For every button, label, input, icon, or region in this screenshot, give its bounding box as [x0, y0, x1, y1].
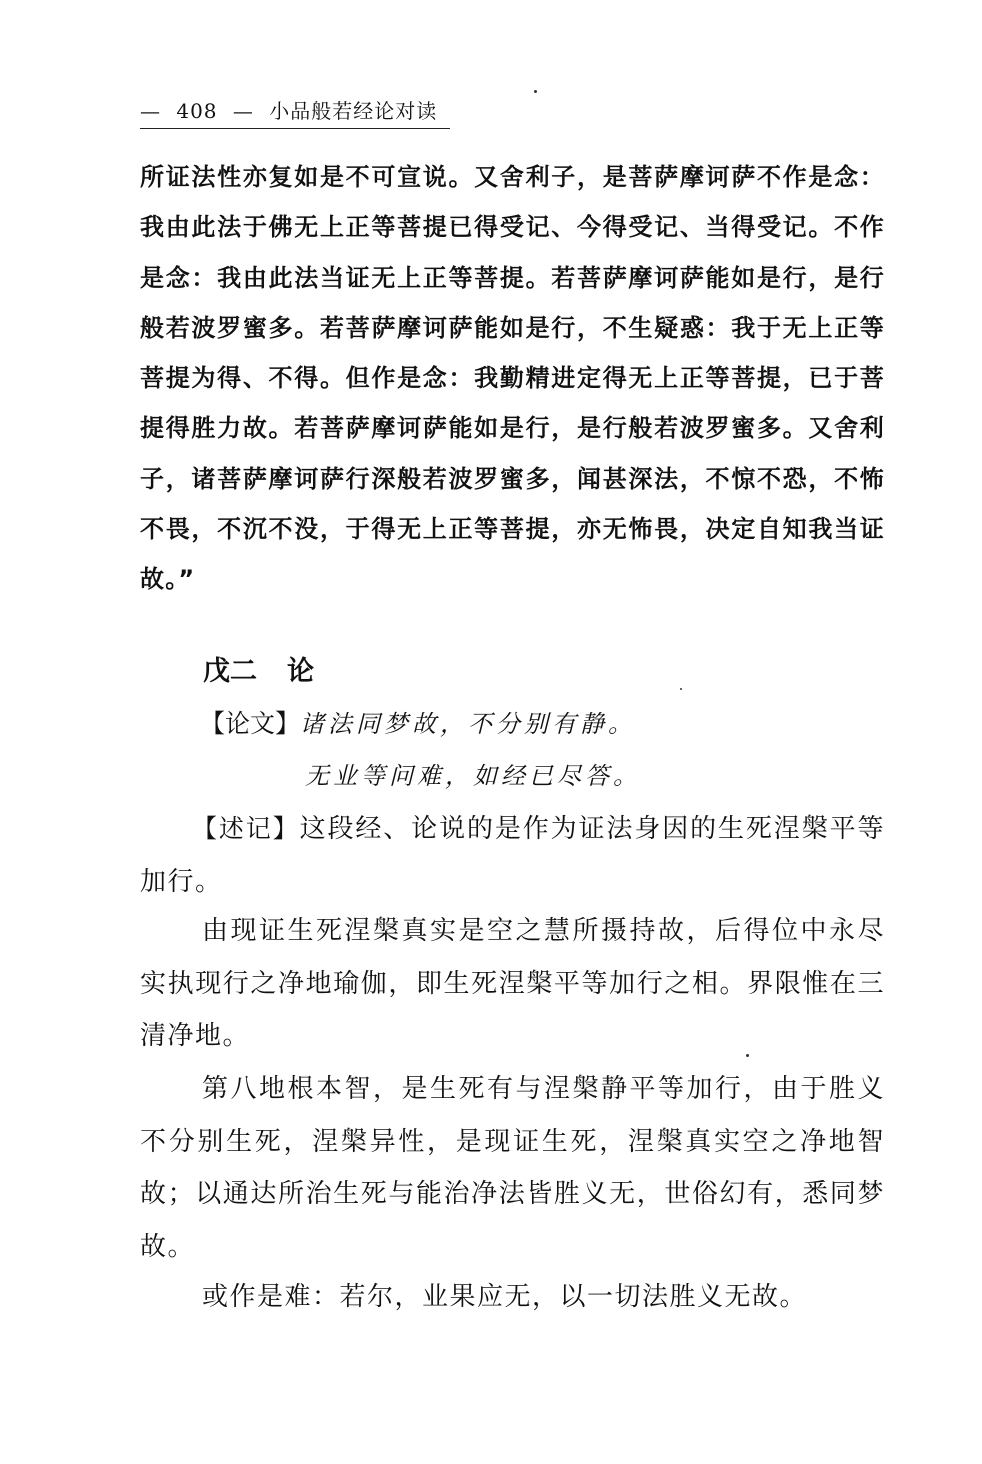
book-title: 小品般若经论对读 — [269, 99, 438, 123]
header-dash-left: — — [140, 99, 161, 123]
verse-line-2 — [305, 758, 641, 794]
commentary-paragraph-3: 第八地根本智，是生死有与涅槃静平等加行，由于胜义不分别生死，涅槃异性，是现证生死，涅槃真实空之净地智故；以通达所治生死与能治净法皆胜义无，世俗幻有，悉同梦故。 — [140, 1074, 885, 1262]
commentary-paragraph-2: 由现证生死涅槃真实是空之慧所摄持故，后得位中永尽实执现行之净地瑜伽，即生死涅槃平等加行之相。界限惟在三清净地。 — [140, 916, 885, 1051]
commentary-paragraph-1 — [140, 803, 885, 908]
section-heading-label: 论 — [287, 656, 314, 687]
commentary-text-1: 这段经、论说的是作为证法身因的生死涅槃平等加行。 — [140, 814, 885, 897]
section-heading — [203, 652, 314, 692]
sutra-quote-paragraph: 所证法性亦复如是不可宣说。又舍利子，是菩萨摩诃萨不作是念：我由此法于佛无上正等菩提已得受记、今得受记、当得受记。不作是念：我由此法当证无上正等菩提。若菩萨摩诃萨能如是行，是行般若波罗蜜多。若菩萨摩诃萨能如是行，不生疑惑：我于无上正等菩提为得、不得。但作是念：我勤精进定得无上正等菩提，已于菩提得胜力故。若菩萨摩诃萨能如是行，是行般若波罗蜜多。又舍利子，诸菩萨摩诃萨行深般若波罗蜜多，闻甚深法，不惊不恐，不怖不畏，不沉不没，于得无上正等菩提，亦无怖畏，决定自知我当证故。” — [140, 163, 885, 594]
verse-line-1 — [200, 706, 636, 742]
verse-label: 【论文】 — [200, 709, 301, 738]
scan-speck — [746, 1054, 749, 1057]
commentary-label: 【述记】 — [192, 814, 300, 843]
running-header — [140, 96, 450, 129]
page-number: 408 — [176, 99, 218, 123]
scan-speck — [680, 688, 682, 690]
commentary-paragraph-4: 或作是难：若尔，业果应无，以一切法胜义无故。 — [202, 1282, 808, 1312]
header-dash-right: — — [232, 99, 254, 123]
verse-text-2: 无业等问难，如经已尽答。 — [305, 762, 641, 790]
section-heading-number: 戊二 — [203, 656, 257, 687]
scan-speck — [534, 90, 537, 93]
verse-text-1: 诸法同梦故，不分别有静。 — [300, 710, 637, 738]
